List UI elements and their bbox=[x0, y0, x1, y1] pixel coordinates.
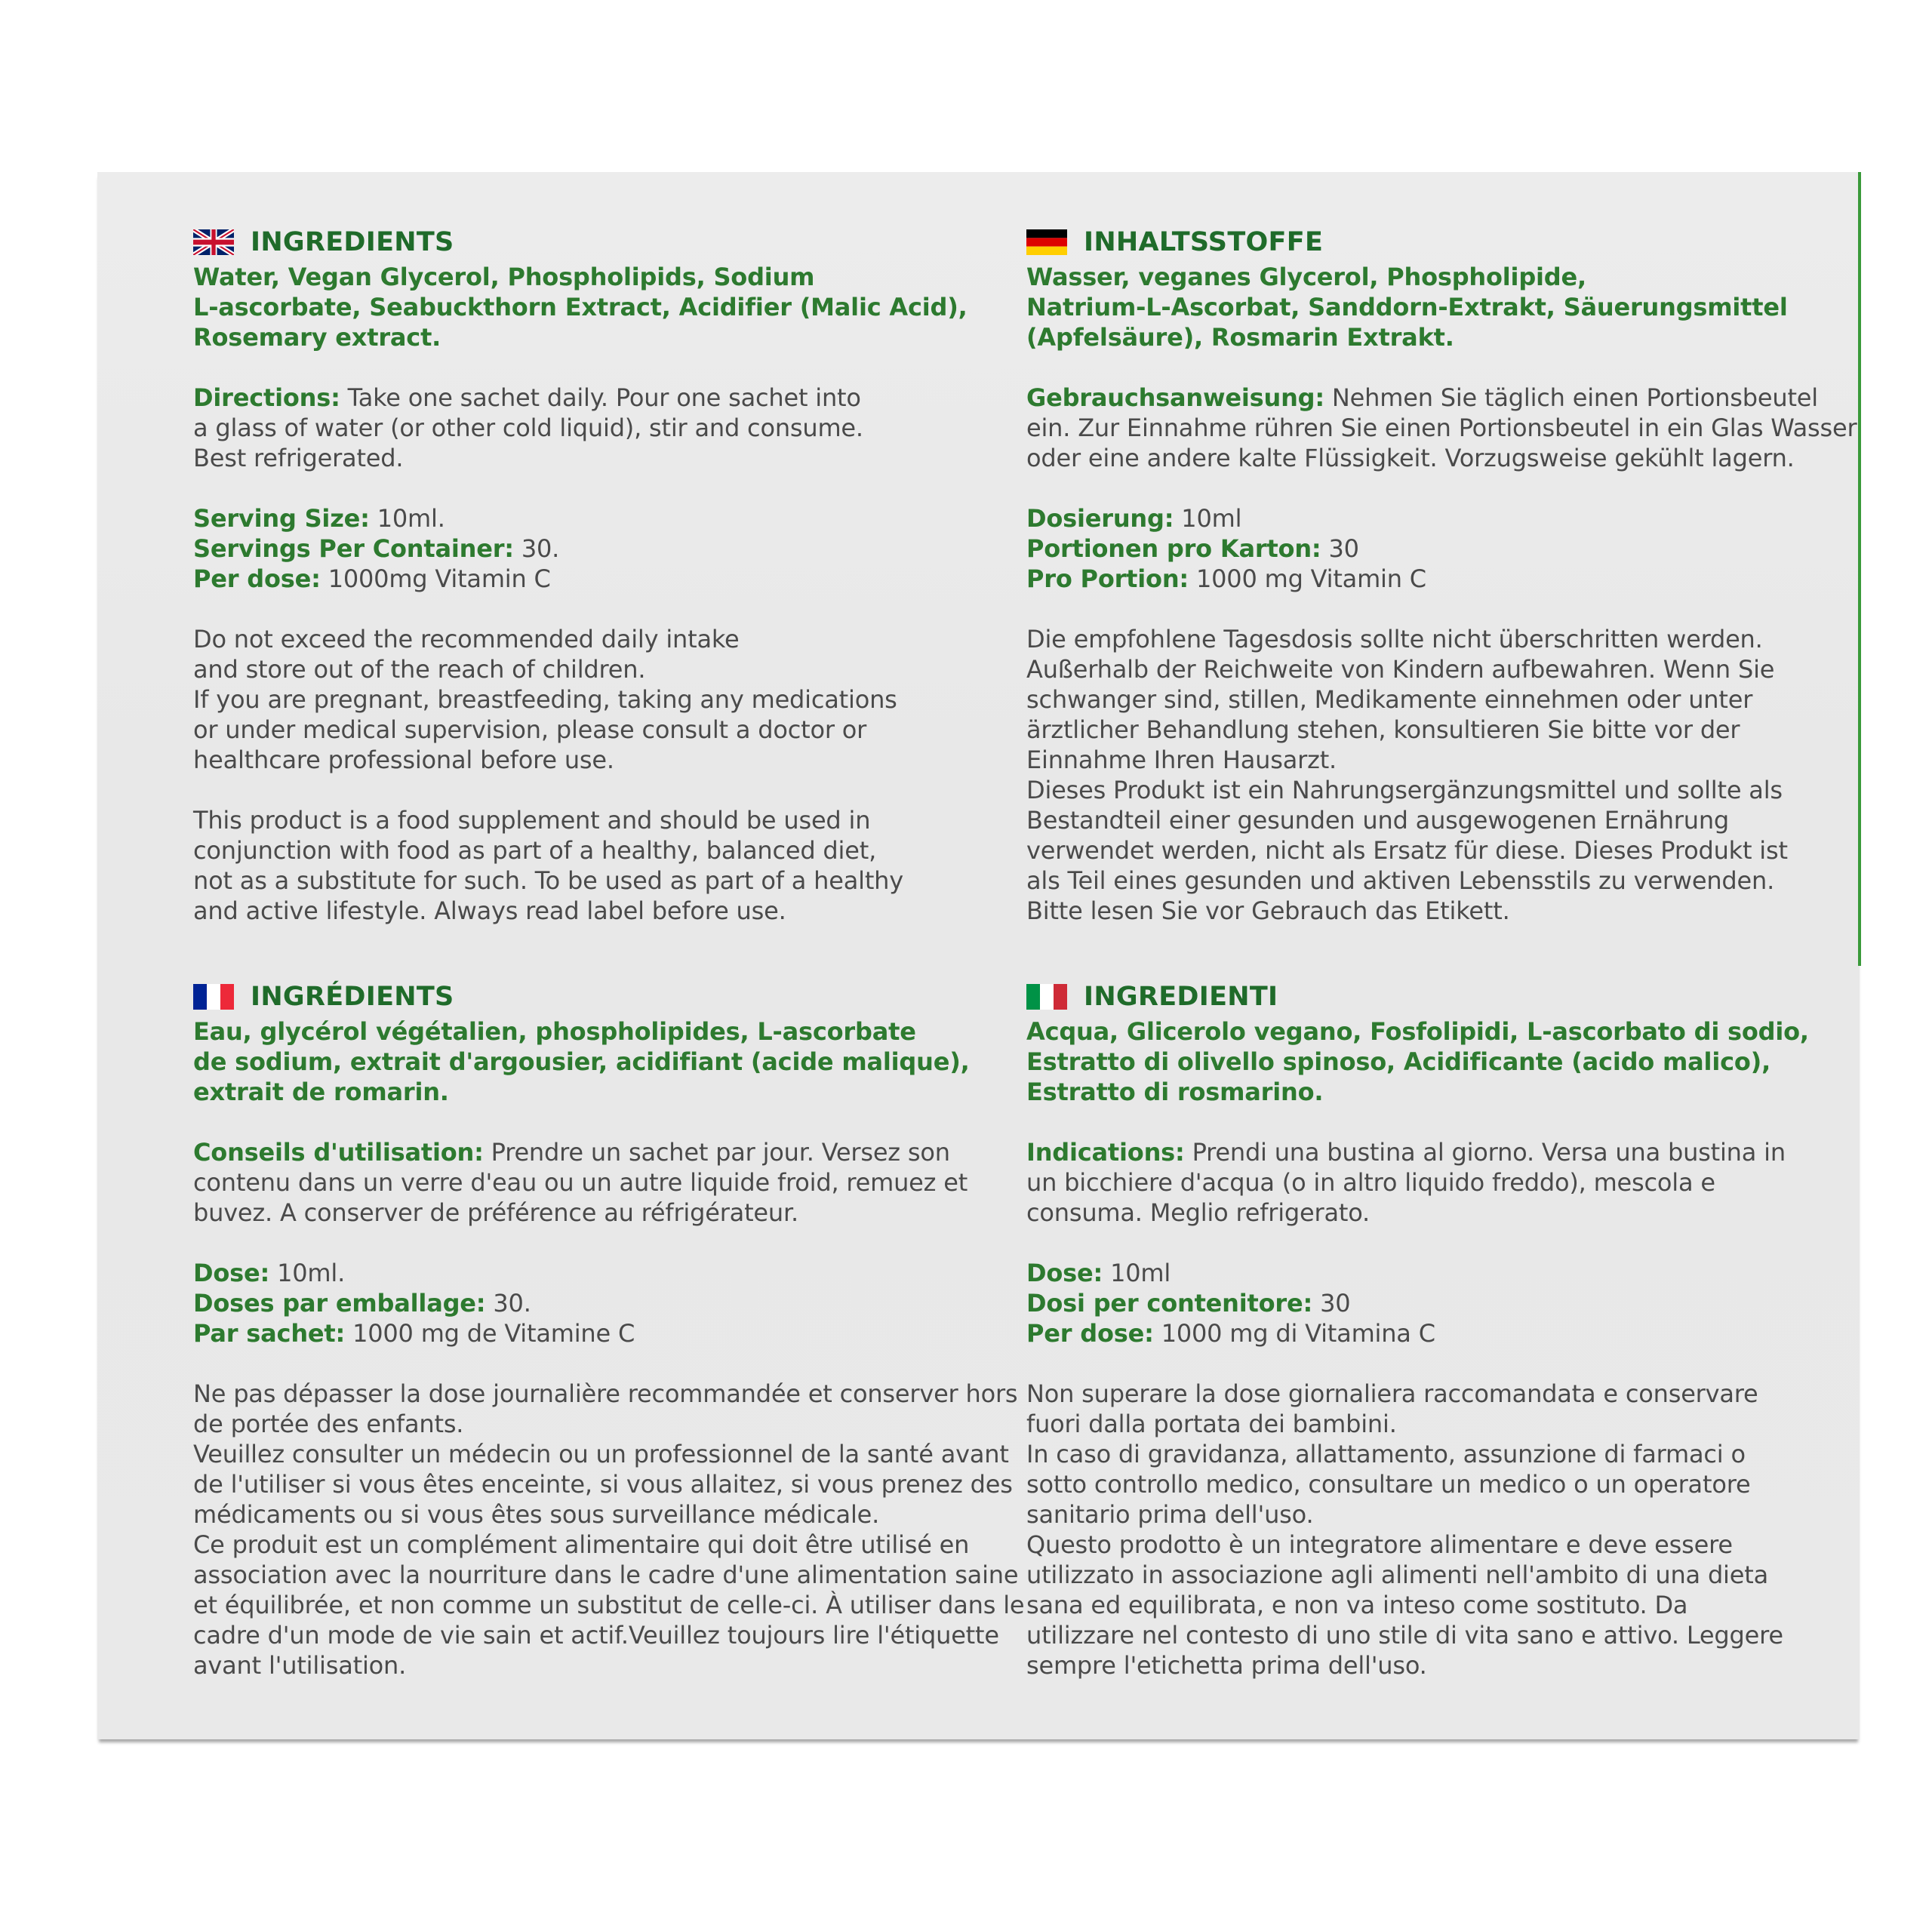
fact-value: 10ml bbox=[1103, 1259, 1171, 1287]
section-heading bbox=[1026, 223, 1811, 262]
ingredients-line: extrait de romarin. bbox=[193, 1078, 449, 1106]
ingredients-line: Estratto di rosmarino. bbox=[1026, 1078, 1324, 1106]
ingredients-line: Rosemary extract. bbox=[193, 323, 441, 352]
serving-facts bbox=[1026, 503, 1811, 594]
warning-line: sanitario prima dell'uso. bbox=[1026, 1500, 1314, 1529]
warning-line: fuori dalla portata dei bambini. bbox=[1026, 1410, 1397, 1438]
ingredients-line: Estratto di olivello spinoso, Acidificante (acido malico), bbox=[1026, 1047, 1771, 1076]
directions-paragraph bbox=[193, 1137, 978, 1228]
fact-row bbox=[1026, 1288, 1811, 1318]
section-german bbox=[1026, 223, 1857, 926]
ingredients-list bbox=[193, 1016, 978, 1107]
ingredients-list bbox=[1026, 262, 1811, 352]
ingredients-heading: INGREDIENTI bbox=[1084, 982, 1278, 1012]
panel-green-edge bbox=[1858, 172, 1861, 966]
warning-line: Veuillez consulter un médecin ou un professionnel de la santé avant bbox=[193, 1440, 1009, 1468]
warning-line: Bestandteil einer gesunden und ausgewogenen Ernährung bbox=[1026, 806, 1730, 835]
ingredients-heading: INHALTSSTOFFE bbox=[1084, 227, 1324, 257]
directions-line bbox=[1026, 383, 1818, 413]
directions-text: Prendre un sachet par jour. Versez son bbox=[483, 1138, 950, 1167]
ingredients-line: Natrium-L-Ascorbat, Sanddorn-Extrakt, Säuerungsmittel bbox=[1026, 293, 1788, 321]
directions-line: ein. Zur Einnahme rühren Sie einen Portionsbeutel in ein Glas Wasser bbox=[1026, 414, 1857, 442]
ingredients-line: Eau, glycérol végétalien, phospholipides, L-ascorbate bbox=[193, 1017, 916, 1046]
warning-line: sempre l'etichetta prima dell'uso. bbox=[1026, 1651, 1427, 1680]
fact-label: Serving Size: bbox=[193, 504, 370, 533]
fact-label: Pro Portion: bbox=[1026, 564, 1189, 593]
fact-row bbox=[1026, 564, 1811, 594]
fact-label: Portionen pro Karton: bbox=[1026, 534, 1321, 563]
warning-line: verwendet werden, nicht als Ersatz für diese. Dieses Produkt ist bbox=[1026, 836, 1788, 865]
fact-label: Per dose: bbox=[1026, 1319, 1154, 1348]
ingredients-line: Acqua, Glicerolo vegano, Fosfolipidi, L-ascorbato di sodio, bbox=[1026, 1017, 1809, 1046]
warning-line: Ce produit est un complément alimentaire qui doit être utilisé en bbox=[193, 1530, 970, 1559]
warning-paragraph bbox=[1026, 624, 1811, 926]
warning-line: de portée des enfants. bbox=[193, 1410, 464, 1438]
fact-row bbox=[1026, 503, 1811, 533]
fact-value: 10ml. bbox=[369, 504, 445, 533]
directions-line bbox=[193, 383, 948, 413]
section-heading bbox=[193, 223, 948, 262]
fact-label: Servings Per Container: bbox=[193, 534, 514, 563]
fact-label: Doses par emballage: bbox=[193, 1289, 486, 1318]
directions-line: consuma. Meglio refrigerato. bbox=[1026, 1198, 1371, 1227]
directions-text: Nehmen Sie täglich einen Portionsbeutel bbox=[1324, 383, 1818, 412]
fact-label: Dosierung: bbox=[1026, 504, 1174, 533]
warning-line: utilizzato in associazione agli alimenti nell'ambito di una dieta bbox=[1026, 1560, 1768, 1589]
warning-line: Questo prodotto è un integratore alimentare e deve essere bbox=[1026, 1530, 1733, 1559]
directions-line: Best refrigerated. bbox=[193, 444, 404, 472]
germany-flag-icon bbox=[1026, 229, 1067, 255]
directions-line: oder eine andere kalte Flüssigkeit. Vorzugsweise gekühlt lagern. bbox=[1026, 444, 1795, 472]
ingredients-line: de sodium, extrait d'argousier, acidifiant (acide malique), bbox=[193, 1047, 970, 1076]
warning-line: and store out of the reach of children. bbox=[193, 655, 646, 684]
supplement-line: and active lifestyle. Always read label before use. bbox=[193, 896, 786, 925]
fact-row bbox=[193, 503, 948, 533]
section-heading bbox=[193, 977, 978, 1016]
directions-paragraph bbox=[1026, 383, 1857, 473]
ingredients-list bbox=[1026, 1016, 1811, 1107]
fact-label: Dose: bbox=[193, 1259, 270, 1287]
ingredients-line: Wasser, veganes Glycerol, Phospholipide, bbox=[1026, 263, 1586, 291]
warning-line: Bitte lesen Sie vor Gebrauch das Etikett. bbox=[1026, 896, 1510, 925]
fact-row bbox=[193, 564, 948, 594]
fact-row bbox=[193, 1258, 978, 1288]
warning-line: et équilibrée, et non comme un substitut de celle-ci. À utiliser dans le bbox=[193, 1591, 1025, 1619]
warning-line: als Teil eines gesunden und aktiven Lebensstils zu verwenden. bbox=[1026, 866, 1775, 895]
fact-label: Dosi per contenitore: bbox=[1026, 1289, 1313, 1318]
directions-line bbox=[1026, 1137, 1811, 1167]
warning-line: or under medical supervision, please consult a doctor or bbox=[193, 715, 867, 744]
warning-paragraph bbox=[193, 1379, 1025, 1680]
directions-label: Conseils d'utilisation: bbox=[193, 1138, 484, 1167]
serving-facts bbox=[193, 1258, 978, 1348]
warning-line: Einnahme Ihren Hausarzt. bbox=[1026, 746, 1337, 774]
italy-flag-icon bbox=[1026, 984, 1067, 1010]
warning-line: cadre d'un mode de vie sain et actif.Veuillez toujours lire l'étiquette bbox=[193, 1621, 999, 1650]
directions-line: buvez. A conserver de préférence au réfrigérateur. bbox=[193, 1198, 798, 1227]
warning-line: In caso di gravidanza, allattamento, assunzione di farmaci o bbox=[1026, 1440, 1746, 1468]
fact-row bbox=[1026, 1318, 1811, 1348]
directions-line bbox=[193, 1137, 978, 1167]
directions-line: contenu dans un verre d'eau ou un autre liquide froid, remuez et bbox=[193, 1168, 968, 1197]
ingredients-line: Water, Vegan Glycerol, Phospholipids, Sodium bbox=[193, 263, 815, 291]
warning-line: de l'utiliser si vous êtes enceinte, si vous allaitez, si vous prenez des bbox=[193, 1470, 1013, 1499]
supplement-line: conjunction with food as part of a healthy, balanced diet, bbox=[193, 836, 877, 865]
fact-value: 1000 mg de Vitamine C bbox=[345, 1319, 635, 1348]
warning-line: Dieses Produkt ist ein Nahrungsergänzungsmittel und sollte als bbox=[1026, 776, 1783, 804]
directions-label: Directions: bbox=[193, 383, 340, 412]
fact-value: 10ml. bbox=[269, 1259, 346, 1287]
fact-value: 30. bbox=[513, 534, 560, 563]
warning-paragraph bbox=[193, 624, 948, 775]
fact-value: 1000mg Vitamin C bbox=[320, 564, 551, 593]
ingredients-list bbox=[193, 262, 968, 352]
fact-label: Per dose: bbox=[193, 564, 321, 593]
section-french bbox=[193, 977, 1025, 1680]
fact-row bbox=[193, 1288, 978, 1318]
fact-value: 10ml bbox=[1174, 504, 1242, 533]
france-flag-icon bbox=[193, 984, 234, 1010]
serving-facts bbox=[1026, 1258, 1811, 1348]
directions-paragraph bbox=[1026, 1137, 1811, 1228]
fact-value: 1000 mg di Vitamina C bbox=[1153, 1319, 1435, 1348]
fact-label: Dose: bbox=[1026, 1259, 1103, 1287]
fact-row bbox=[1026, 1258, 1811, 1288]
warning-paragraph bbox=[1026, 1379, 1811, 1680]
fact-label: Par sachet: bbox=[193, 1319, 346, 1348]
fact-row bbox=[193, 1318, 978, 1348]
section-english bbox=[193, 223, 968, 926]
ingredients-line: L-ascorbate, Seabuckthorn Extract, Acidifier (Malic Acid), bbox=[193, 293, 968, 321]
warning-line: healthcare professional before use. bbox=[193, 746, 614, 774]
fact-value: 1000 mg Vitamin C bbox=[1189, 564, 1426, 593]
warning-line: schwanger sind, stillen, Medikamente einnehmen oder unter bbox=[1026, 685, 1753, 714]
warning-line: Do not exceed the recommended daily intake bbox=[193, 625, 740, 653]
directions-label: Indications: bbox=[1026, 1138, 1185, 1167]
section-heading bbox=[1026, 977, 1811, 1016]
warning-line: médicaments ou si vous êtes sous surveillance médicale. bbox=[193, 1500, 880, 1529]
fact-value: 30 bbox=[1321, 534, 1359, 563]
directions-text: Take one sachet daily. Pour one sachet into bbox=[340, 383, 861, 412]
directions-text: Prendi una bustina al giorno. Versa una bustina in bbox=[1184, 1138, 1786, 1167]
warning-line: avant l'utilisation. bbox=[193, 1651, 407, 1680]
warning-line: Die empfohlene Tagesdosis sollte nicht überschritten werden. bbox=[1026, 625, 1763, 653]
uk-flag-icon bbox=[193, 229, 234, 255]
warning-line: Außerhalb der Reichweite von Kindern aufbewahren. Wenn Sie bbox=[1026, 655, 1775, 684]
directions-paragraph bbox=[193, 383, 948, 473]
warning-line: sotto controllo medico, consultare un medico o un operatore bbox=[1026, 1470, 1751, 1499]
warning-line: If you are pregnant, breastfeeding, taking any medications bbox=[193, 685, 897, 714]
ingredients-heading: INGRÉDIENTS bbox=[251, 982, 454, 1012]
directions-label: Gebrauchsanweisung: bbox=[1026, 383, 1324, 412]
fact-row bbox=[193, 533, 948, 564]
warning-line: Non superare la dose giornaliera raccomandata e conservare bbox=[1026, 1379, 1758, 1408]
supplement-line: not as a substitute for such. To be used as part of a healthy bbox=[193, 866, 904, 895]
warning-line: sana ed equilibrata, e non va inteso come sostituto. Da bbox=[1026, 1591, 1688, 1619]
ingredients-line: (Apfelsäure), Rosmarin Extrakt. bbox=[1026, 323, 1454, 352]
warning-line: association avec la nourriture dans le cadre d'une alimentation saine bbox=[193, 1560, 1019, 1589]
warning-line: ärztlicher Behandlung stehen, konsultieren Sie bitte vor der bbox=[1026, 715, 1740, 744]
ingredients-heading: INGREDIENTS bbox=[251, 227, 454, 257]
supplement-line: This product is a food supplement and should be used in bbox=[193, 806, 871, 835]
fact-row bbox=[1026, 533, 1811, 564]
serving-facts bbox=[193, 503, 948, 594]
supplement-paragraph bbox=[193, 805, 948, 926]
fact-value: 30. bbox=[485, 1289, 531, 1318]
fact-value: 30 bbox=[1312, 1289, 1351, 1318]
warning-line: utilizzare nel contesto di uno stile di vita sano e attivo. Leggere bbox=[1026, 1621, 1783, 1650]
section-italian bbox=[1026, 977, 1811, 1680]
directions-line: a glass of water (or other cold liquid), stir and consume. bbox=[193, 414, 863, 442]
warning-line: Ne pas dépasser la dose journalière recommandée et conserver hors bbox=[193, 1379, 1018, 1408]
directions-line: un bicchiere d'acqua (o in altro liquido freddo), mescola e bbox=[1026, 1168, 1715, 1197]
